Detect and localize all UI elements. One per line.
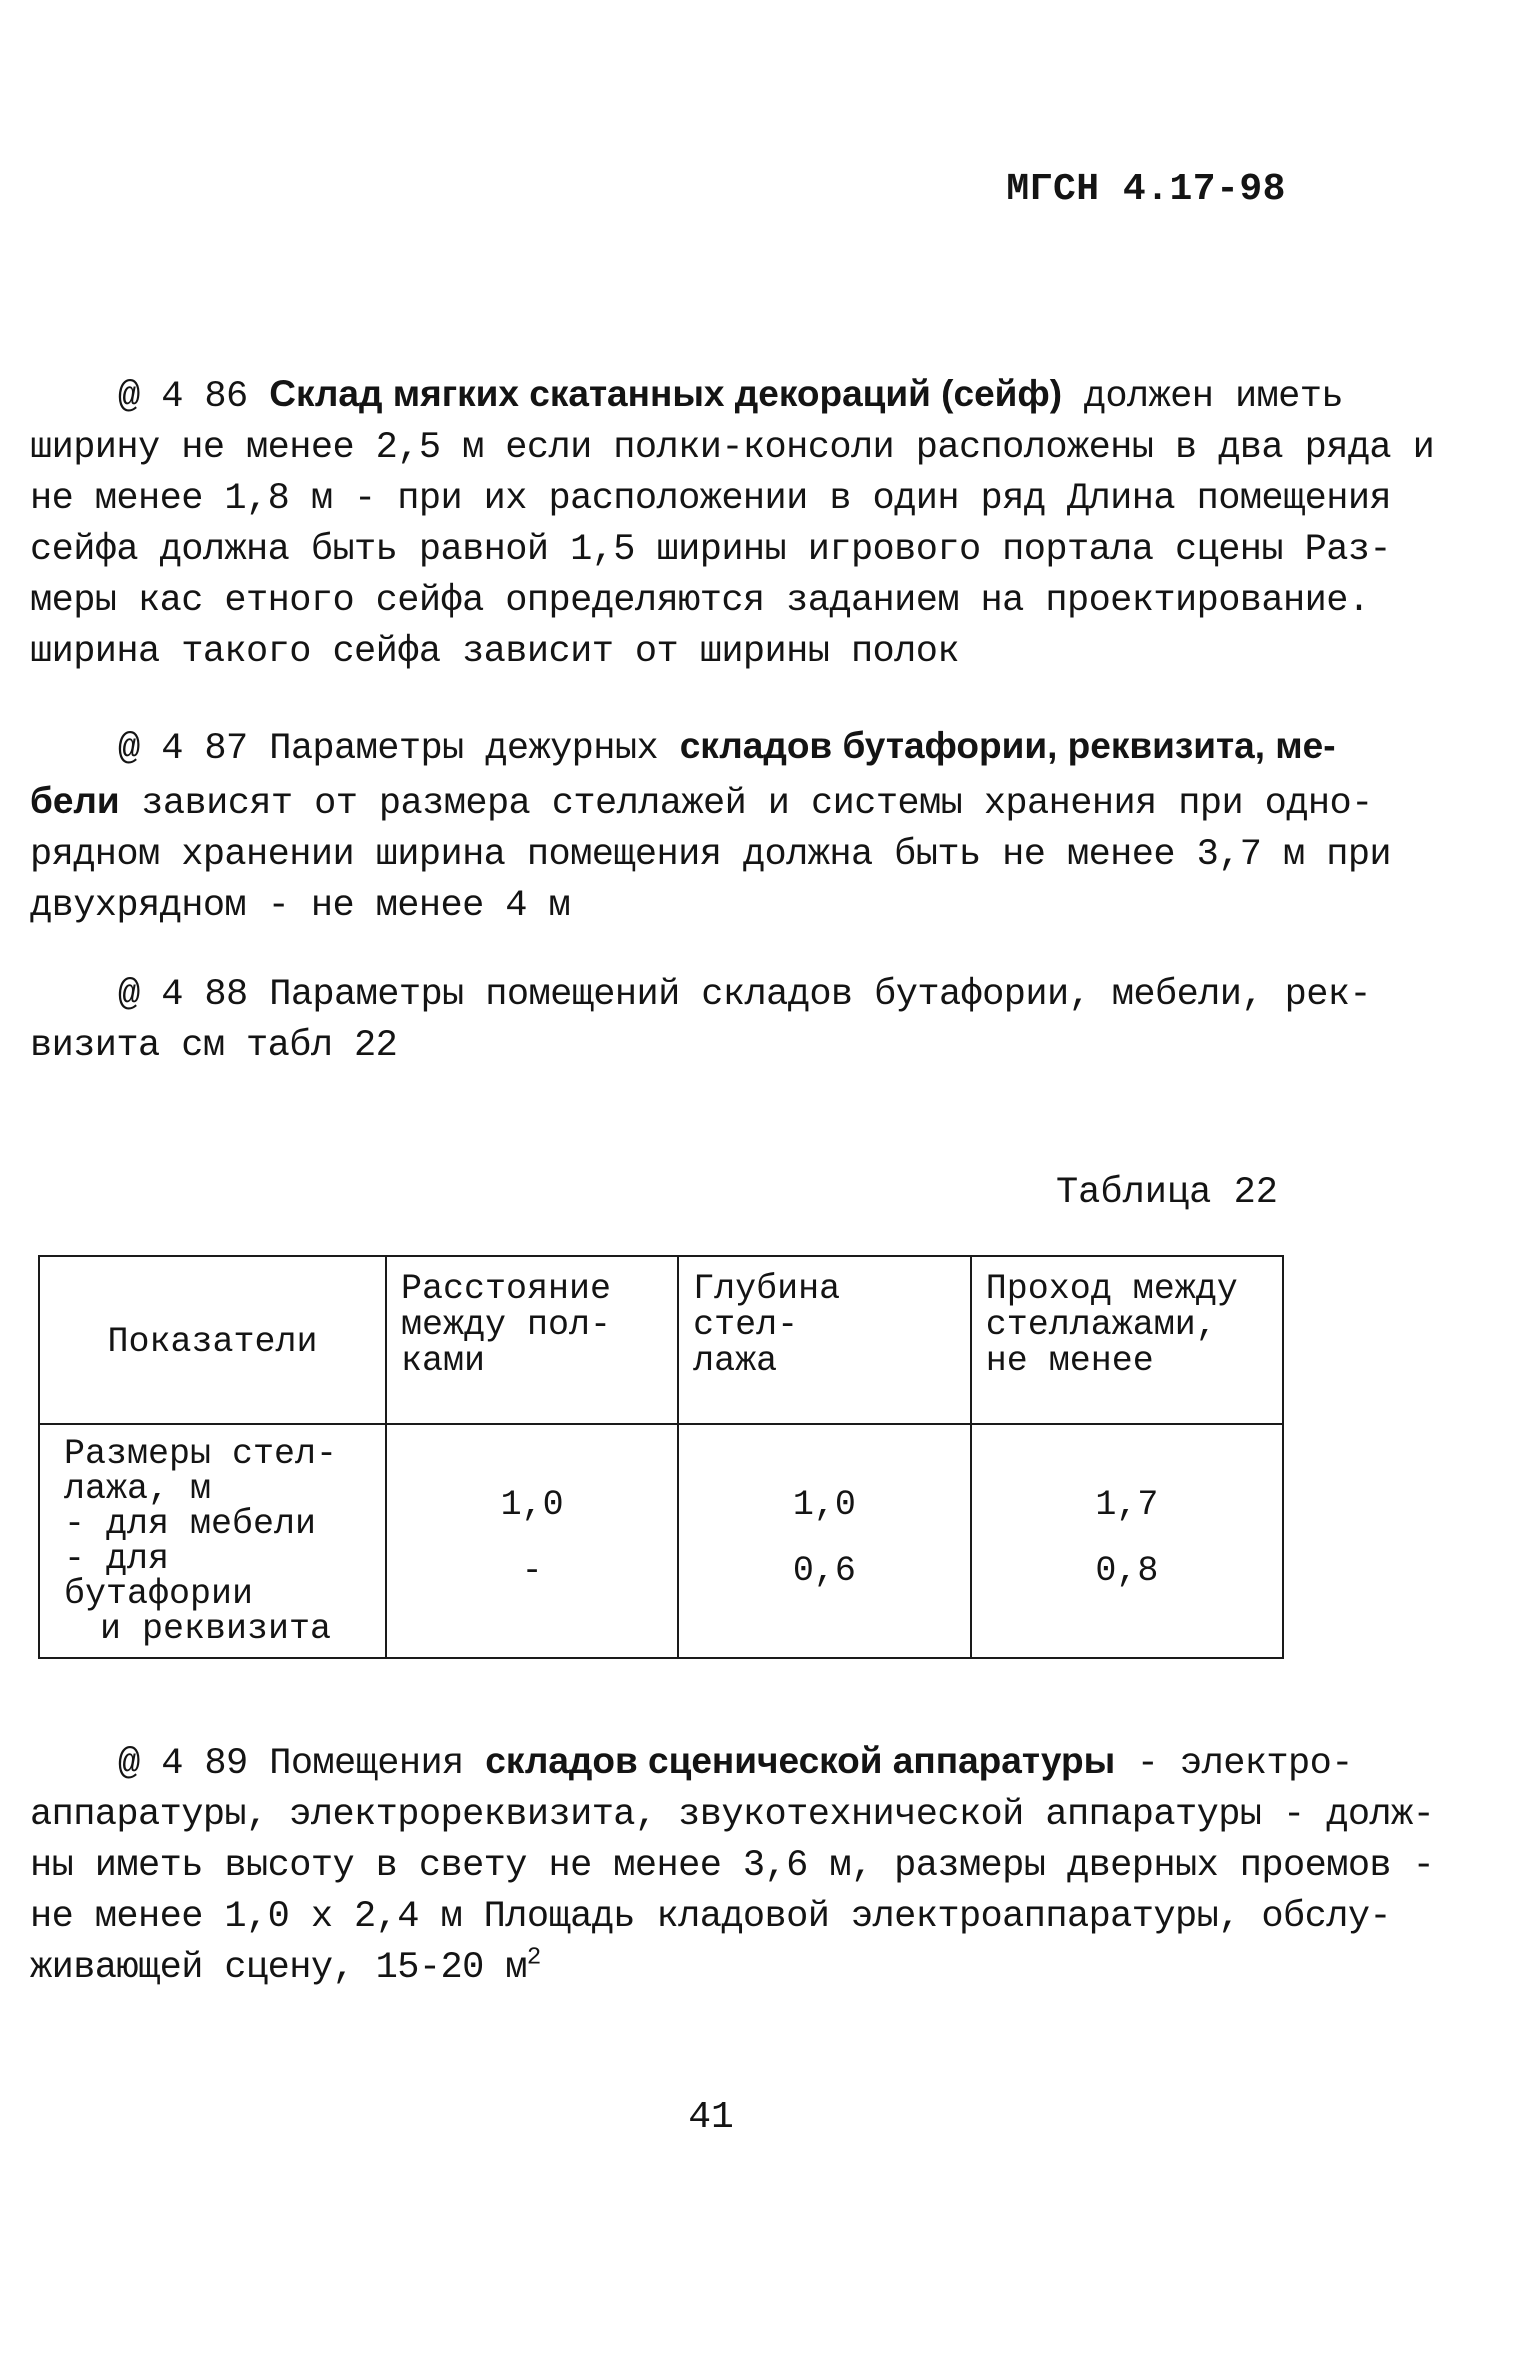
row-label-text: Размеры стел- [64,1434,338,1474]
row-label-props: - для бутафории [64,1539,254,1614]
header-text: лажа [693,1341,778,1381]
paragraph-line: рядном хранении ширина помещения должна быть не менее 3,7 м при [30,834,1392,876]
bold-term: бели [30,780,120,821]
paragraph-line: двухрядном - не менее 4 м [30,885,571,927]
paragraph-line: визита см табл 22 [30,1025,398,1067]
paragraph-line: ширину не менее 2,5 м если полки-консоли расположены в два ряда и [30,427,1435,469]
row-label-props-cont: и реквизита [100,1609,332,1649]
row-label-furniture: - для мебели [64,1504,317,1544]
page-number: 41 [688,2096,734,2139]
paragraph-line [30,775,1373,830]
paragraph-line: не менее 1,8 м - при их расположении в один ряд Длина помещения [30,478,1392,520]
paragraph-text: Параметры дежурных [247,728,680,770]
value-furniture: 1,0 [792,1485,856,1525]
superscript: 2 [526,1944,541,1972]
paragraph-text: должен иметь [1062,376,1343,418]
paragraph-number: @ 4 87 [118,728,248,770]
header-between-shelves [386,1256,678,1424]
table-row [39,1424,1283,1658]
paragraph-line [30,1735,1353,1790]
value-furniture: 1,0 [500,1485,564,1525]
bold-term: складов сценической аппаратуры [485,1740,1116,1781]
header-text: ками [401,1341,486,1381]
bold-term: Склад мягких скатанных декораций (сейф) [269,373,1063,414]
paragraph-4-89 [30,1735,1435,1994]
paragraph-line: ширина такого сейфа зависит от ширины полок [30,631,959,673]
paragraph-4-88 [30,970,1372,1072]
row-label-text: лажа, м [64,1469,212,1509]
header-text: Показатели [107,1322,318,1362]
header-text: Расстояние [401,1269,612,1309]
paragraph-line [30,1943,1292,1994]
header-text: стеллажами, [985,1305,1217,1345]
paragraph-number: @ 4 86 [118,376,248,418]
paragraph-text: зависят от размера стеллажей и системы хранения при одно- [119,783,1373,825]
document-code: МГСН 4.17-98 [1006,168,1286,211]
header-text: между пол- [401,1305,612,1345]
paragraph-line [30,720,1336,775]
table-22 [38,1255,1284,1659]
cell-rack-depth [678,1424,971,1658]
header-text: не менее [985,1341,1154,1381]
bold-term: складов бутафории, реквизита, ме- [679,725,1336,766]
paragraph-4-86 [30,368,1435,678]
value-furniture: 1,7 [1095,1485,1159,1525]
paragraph-line: сейфа должна быть равной 1,5 ширины игрового портала сцены Раз- [30,529,1392,571]
header-text: Проход между [985,1269,1238,1309]
table-caption: Таблица 22 [1055,1172,1278,1214]
value-props: 0,8 [1095,1551,1159,1591]
cell-passage [971,1424,1283,1658]
row-label-rack-sizes [39,1424,386,1658]
paragraph-line: меры кас етного сейфа определяются заданием на проектирование. [30,580,1370,622]
paragraph-4-87 [30,720,1392,932]
table-header-row [39,1256,1283,1424]
paragraph-line: аппаратуры, электрореквизита, звукотехнической аппаратуры - долж- [30,1794,1435,1836]
paragraph-number: @ 4 89 [118,1743,248,1785]
value-props: - [521,1551,543,1591]
paragraph-text: - электро- [1115,1743,1353,1785]
paragraph-line [30,970,1372,1021]
paragraph-line: не менее 1,0 х 2,4 м Площадь кладовой электроаппаратуры, обслу- [30,1896,1392,1938]
paragraph-number: @ 4 88 [118,974,248,1016]
value-props: 0,6 [792,1551,856,1591]
header-indicators [39,1256,386,1424]
paragraph-line [30,368,1343,423]
header-passage [971,1256,1283,1424]
header-text: Глубина стел- [693,1269,841,1345]
cell-between-shelves [386,1424,678,1658]
paragraph-text: живающей сцену, 15-20 м [30,1947,527,1989]
header-rack-depth [678,1256,971,1424]
paragraph-text: Помещения [247,1743,486,1785]
paragraph-line: ны иметь высоту в свету не менее 3,6 м, размеры дверных проемов - [30,1845,1435,1887]
paragraph-text: Параметры помещений складов бутафории, мебели, рек- [247,974,1372,1016]
